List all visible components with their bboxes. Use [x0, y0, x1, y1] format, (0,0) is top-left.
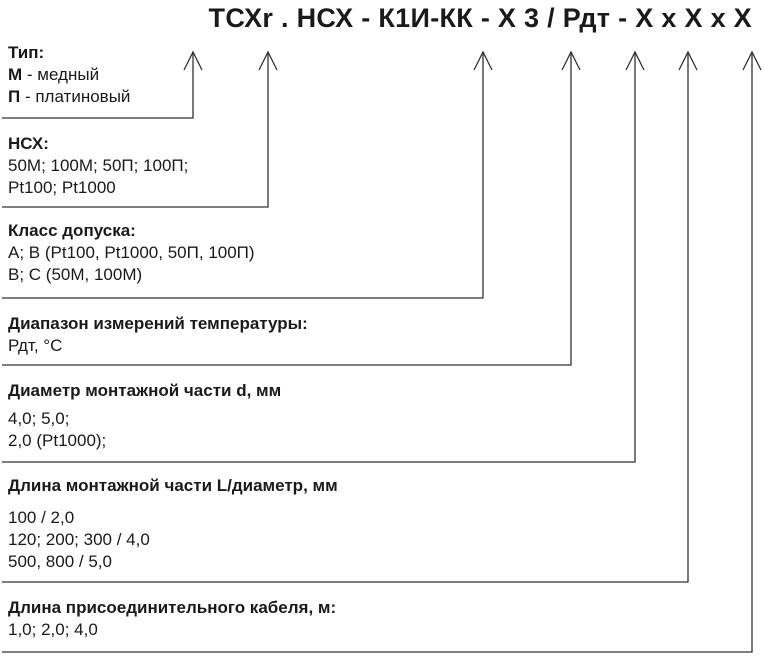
block-length	[8, 475, 338, 573]
type-item-platinum	[8, 86, 130, 108]
block-diameter-title: Диаметр монтажной части d, мм	[8, 381, 282, 400]
length-line: 500, 800 / 5,0	[8, 552, 112, 571]
nsh-line: 50М; 100М; 50П; 100П;	[8, 156, 189, 175]
block-type-title: Тип:	[8, 43, 45, 62]
type-key-platinum: П	[8, 87, 21, 106]
length-line: 120; 200; 300 / 4,0	[8, 530, 150, 549]
tolerance-line: А; В (Pt100, Pt1000, 50П, 100П)	[8, 243, 255, 262]
designation-code: ТСХr . НСХ - К1И-КК - Х 3 / Рдт - Х х Х х Х	[208, 3, 752, 33]
block-nsh	[8, 133, 188, 199]
type-key-copper: М	[8, 65, 23, 84]
block-tolerance	[8, 220, 255, 286]
block-cable-title: Длина присоединительного кабеля, м:	[8, 598, 337, 617]
diameter-line: 2,0 (Pt1000);	[8, 431, 107, 450]
range-line: Рдт, °С	[8, 336, 63, 355]
type-text-copper: - медный	[22, 65, 100, 84]
type-item-copper	[8, 64, 130, 86]
block-cable	[8, 597, 336, 641]
diameter-line: 4,0; 5,0;	[8, 409, 70, 428]
cable-line: 1,0; 2,0; 4,0	[8, 620, 98, 639]
block-tolerance-title: Класс допуска:	[8, 221, 136, 240]
block-type	[8, 42, 130, 108]
length-line: 100 / 2,0	[8, 508, 75, 527]
type-text-platinum: - платиновый	[20, 87, 131, 106]
block-length-title: Длина монтажной части L/диаметр, мм	[8, 476, 338, 495]
block-range	[8, 313, 308, 357]
nsh-line: Pt100; Pt1000	[8, 178, 116, 197]
block-nsh-title: НСХ:	[8, 134, 49, 153]
block-range-title: Диапазон измерений температуры:	[8, 314, 308, 333]
tolerance-line: В; С (50М, 100М)	[8, 265, 143, 284]
block-diameter	[8, 380, 281, 452]
